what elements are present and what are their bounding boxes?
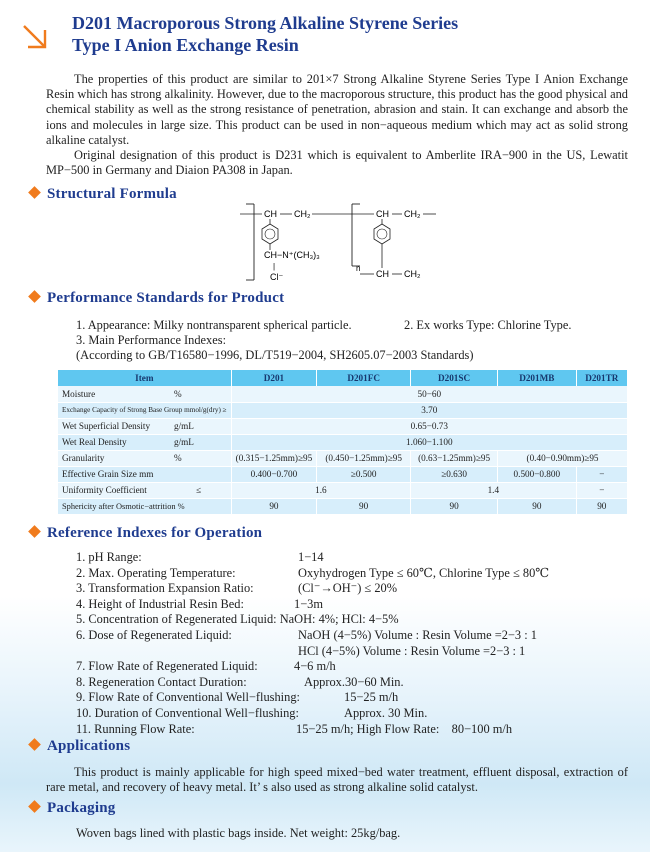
- formula-chloride: Cl⁻: [270, 272, 284, 282]
- formula-ch2-1: CH₂: [294, 209, 311, 219]
- table-row: Granularity % (0.315−1.25mm)≥95 (0.450−1.25mm)≥95 (0.63−1.25mm)≥95 (0.40−0.90mm)≥95: [58, 450, 628, 466]
- structural-formula-diagram: [226, 198, 456, 288]
- arrow-logo-icon: [20, 22, 50, 52]
- table-header: D201FC: [317, 370, 411, 386]
- ex-works-type-line: 2. Ex works Type: Chlorine Type.: [404, 318, 572, 332]
- title-line-2: Type I Anion Exchange Resin: [72, 35, 299, 55]
- formula-n-subscript: n: [356, 264, 361, 273]
- table-header: D201: [231, 370, 317, 386]
- formula-ch2-3: CH₂: [404, 269, 421, 279]
- packaging-heading: Packaging: [30, 800, 115, 817]
- formula-ch-3: CH: [376, 269, 389, 279]
- applications-heading: Applications: [30, 738, 130, 755]
- diamond-bullet-icon: [28, 800, 41, 813]
- structural-formula-heading: Structural Formula: [30, 186, 177, 203]
- formula-amine: CH−N⁺(CH₃)₃: [264, 250, 320, 260]
- diamond-bullet-icon: [28, 738, 41, 751]
- applications-text: This product is mainly applicable for high speed mixed−bed water treatment, effluent disposal, extraction of rare metal, and recovery of heavy metal. It’ s also used as strong alkaline solid catalyst.: [46, 765, 628, 795]
- standards-line: (According to GB/T16580−1996, DL/T519−2004, SH2605.07−2003 Standards): [76, 348, 474, 362]
- formula-bar: |: [273, 262, 276, 271]
- intro-paragraph-1: The properties of this product are similar to 201×7 Strong Alkaline Styrene Series Type I Anion Exchange Resin which has strong alkalinity. However, due to the macroporous structure, this product has the good physical and chemical stability as well as the strong resistance of penetration, abrasion and stain. It can exchange and absorb the ions and molecules in large size. This product can be used in non−aqueous medium which may act as solid strong alkaline catalyst.: [46, 72, 628, 147]
- document-title: [72, 12, 458, 56]
- title-line-1: D201 Macroporous Strong Alkaline Styrene Series: [72, 13, 459, 33]
- table-row: Moisture % 50−60: [58, 386, 628, 402]
- table-row: Exchange Capacity of Strong Base Group mmol/g(dry) ≥ 3.70: [58, 402, 628, 418]
- table-row: Sphericity after Osmotic−attrition % 90 90 90 90 90: [58, 498, 628, 514]
- formula-ch2-2: CH₂: [404, 209, 421, 219]
- reference-heading: Reference Indexes for Operation: [30, 525, 262, 542]
- diamond-bullet-icon: [28, 290, 41, 303]
- diamond-bullet-icon: [28, 525, 41, 538]
- table-header: D201TR: [576, 370, 627, 386]
- performance-table: [58, 370, 628, 515]
- table-header: D201MB: [498, 370, 577, 386]
- table-header: D201SC: [411, 370, 498, 386]
- formula-ch-2: CH: [376, 209, 389, 219]
- diamond-bullet-icon: [28, 186, 41, 199]
- appearance-line: 1. Appearance: Milky nontransparent spherical particle.: [76, 318, 352, 332]
- table-header-row: [58, 370, 628, 386]
- performance-heading: Performance Standards for Product: [30, 290, 284, 307]
- intro-paragraph-2: Original designation of this product is D231 which is equivalent to Amberlite IRA−900 in the US, Lewatit MP−500 in Germany and Diaion PA308 in Japan.: [46, 148, 628, 178]
- table-row: Wet Superficial Density g/mL 0.65−0.73: [58, 418, 628, 434]
- packaging-text: Woven bags lined with plastic bags inside. Net weight: 25kg/bag.: [76, 826, 401, 840]
- table-header: Item: [58, 370, 231, 386]
- table-row: Uniformity Coefficient ≤ 1.6 1.4 −: [58, 482, 628, 498]
- benzene-ring-left: [262, 224, 278, 244]
- table-row: Effective Grain Size mm 0.400−0.700 ≥0.500 ≥0.630 0.500−0.800 −: [58, 466, 628, 482]
- table-row: Wet Real Density g/mL 1.060−1.100: [58, 434, 628, 450]
- main-indexes-line: 3. Main Performance Indexes:: [76, 333, 227, 347]
- benzene-ring-right: [374, 224, 390, 244]
- formula-ch-1: CH: [264, 209, 277, 219]
